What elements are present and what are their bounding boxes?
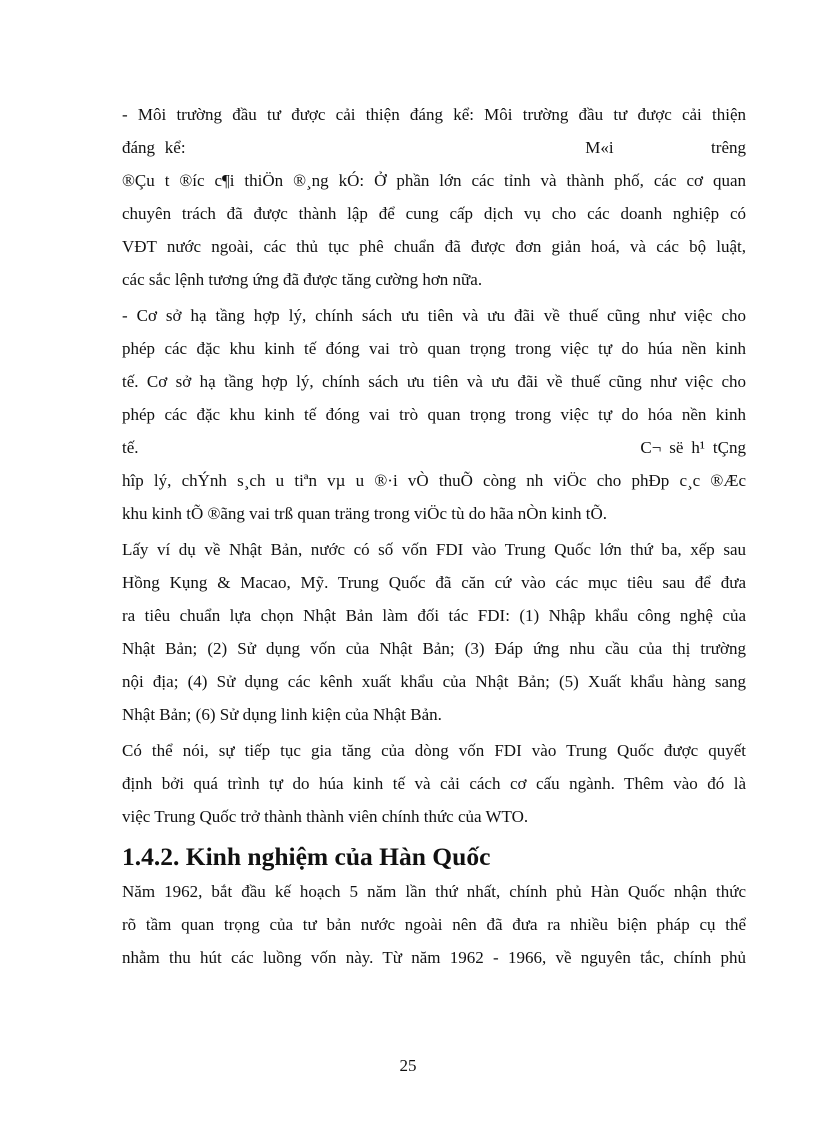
text-line: phép các đặc khu kinh tế đóng vai trò quan trọng trong việc tự do húa nền kinh — [122, 339, 746, 358]
paragraph-infrastructure — [122, 299, 746, 530]
text-line: Hồng Kụng & Macao, Mỹ. Trung Quốc đã căn cứ vào các mục tiêu sau để đưa — [122, 573, 746, 592]
text-line: nhằm thu hút các luồng vốn này. Từ năm 1962 - 1966, về nguyên tắc, chính phủ — [122, 948, 746, 967]
text-line: đáng kể: M«i trêng — [122, 138, 746, 157]
paragraph-japan-example — [122, 533, 746, 731]
text-line: ®Çu t ®íc c¶i thiÖn ®¸ng kÓ: Ở phần lớn các tỉnh và thành phố, các cơ quan — [122, 171, 746, 190]
paragraph-investment-environment — [122, 98, 746, 296]
text-line: định bởi quá trình tự do húa kinh tế và cải cách cơ cấu ngành. Thêm vào đó là — [122, 774, 746, 793]
text-line: tế. C¬ së h¹ tÇng — [122, 438, 746, 457]
text-line: các sắc lệnh tương ứng đã được tăng cường hơn nữa. — [122, 270, 483, 289]
paragraph-conclusion — [122, 734, 746, 833]
text-line: Nhật Bản; (2) Sử dụng vốn của Nhật Bản; (3) Đáp ứng nhu cầu của thị trường — [122, 639, 746, 658]
paragraph-korea — [122, 875, 746, 974]
text-line: khu kinh tÕ ®ãng vai trß quan träng trong viÖc tù do hãa nÒn kinh tÕ. — [122, 504, 608, 523]
text-line: Lấy ví dụ về Nhật Bản, nước có số vốn FDI vào Trung Quốc lớn thứ ba, xếp sau — [122, 540, 746, 559]
text-line: - Cơ sở hạ tầng hợp lý, chính sách ưu tiên và ưu đãi về thuế cũng như việc cho — [122, 306, 746, 325]
text-line: Năm 1962, bắt đầu kế hoạch 5 năm lần thứ nhất, chính phủ Hàn Quốc nhận thức — [122, 882, 746, 901]
text-line: hîp lý, chÝnh s¸ch u tiªn vµ u ®·i vÒ thuÕ còng nh viÖc cho phÐp c¸c ®Æc — [122, 471, 746, 490]
document-page — [122, 98, 746, 974]
text-line: - Môi trường đầu tư được cải thiện đáng kể: Môi trường đầu tư được cải thiện — [122, 105, 746, 124]
text-line: việc Trung Quốc trở thành thành viên chính thức của WTO. — [122, 807, 529, 826]
text-line: VĐT nước ngoài, các thủ tục phê chuẩn đã được đơn giản hoá, và các bộ luật, — [122, 237, 746, 256]
text-line: tế. Cơ sở hạ tầng hợp lý, chính sách ưu tiên và ưu đãi về thuế cũng như việc cho — [122, 372, 746, 391]
section-heading: 1.4.2. Kinh nghiệm của Hàn Quốc — [122, 842, 491, 871]
text-line: chuyên trách đã được thành lập để cung cấp dịch vụ cho các doanh nghiệp có — [122, 204, 746, 223]
text-line: ra tiêu chuẩn lựa chọn Nhật Bản làm đối tác FDI: (1) Nhập khẩu công nghệ của — [122, 606, 746, 625]
text-line: phép các đặc khu kinh tế đóng vai trò quan trọng trong việc tự do hóa nền kinh — [122, 405, 746, 424]
text-line: nội địa; (4) Sử dụng các kênh xuất khẩu của Nhật Bản; (5) Xuất khẩu hàng sang — [122, 672, 746, 691]
text-line: rõ tầm quan trọng của tư bản nước ngoài nên đã đưa ra nhiều biện pháp cụ thể — [122, 915, 746, 934]
text-line: Có thể nói, sự tiếp tục gia tăng của dòng vốn FDI vào Trung Quốc được quyết — [122, 741, 746, 760]
text-line: Nhật Bản; (6) Sử dụng linh kiện của Nhật Bản. — [122, 705, 442, 724]
page-number: 25 — [399, 1056, 417, 1075]
